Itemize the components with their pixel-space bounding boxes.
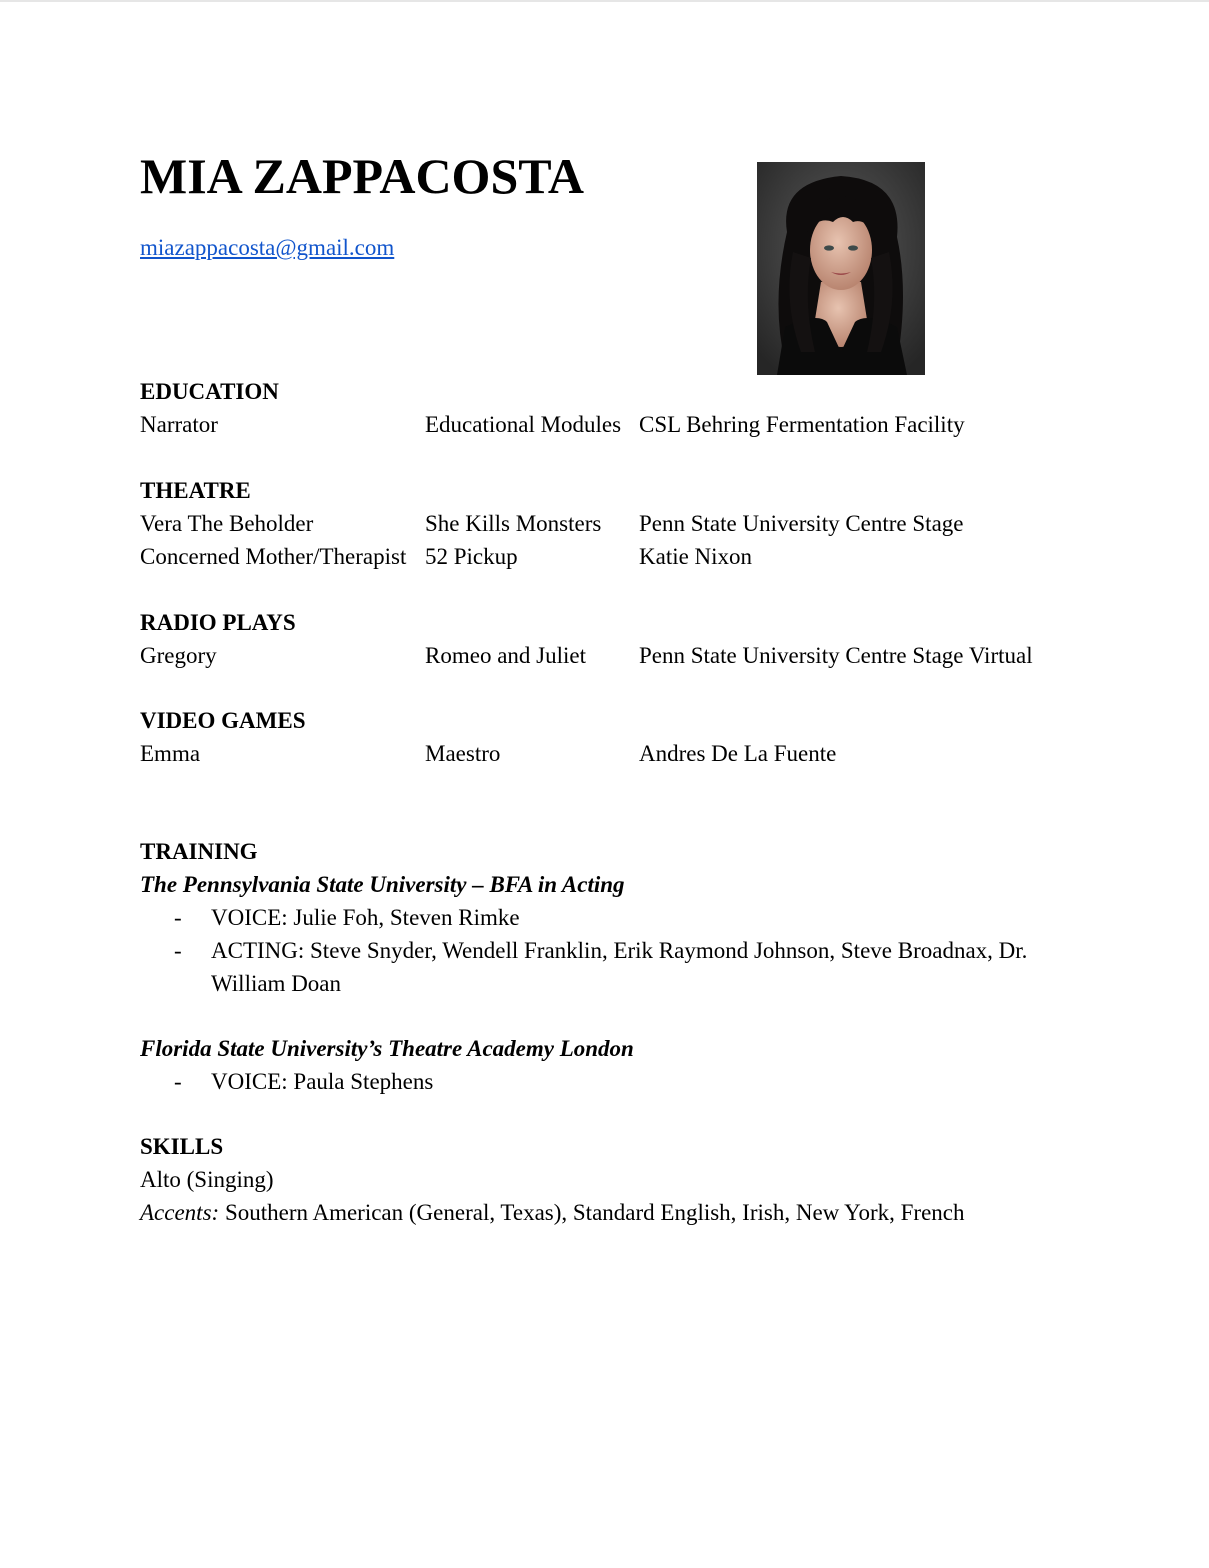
section-title-skills: SKILLS: [140, 1134, 224, 1159]
training-item-text: ACTING: Steve Snyder, Wendell Franklin, Erik Raymond Johnson, Steve Broadnax, Dr. William Doan: [211, 938, 1028, 996]
credit-row: [140, 509, 1120, 539]
training-school: Florida State University’s Theatre Academy London: [140, 1036, 634, 1061]
credit-role: Concerned Mother/Therapist: [140, 544, 407, 569]
skill-accents: [140, 1198, 965, 1228]
page-top-border: [0, 0, 1209, 2]
credit-production: 52 Pickup: [425, 544, 518, 569]
bullet-dash: -: [174, 905, 182, 930]
training-item-text: VOICE: Paula Stephens: [211, 1069, 434, 1094]
credit-production: She Kills Monsters: [425, 511, 602, 536]
credit-production: Maestro: [425, 741, 501, 766]
section-title-radio-plays: RADIO PLAYS: [140, 610, 296, 635]
credit-production: Educational Modules: [425, 412, 622, 437]
section-title-training: TRAINING: [140, 839, 258, 864]
training-school: The Pennsylvania State University – BFA in Acting: [140, 872, 625, 897]
accents-label: Accents:: [140, 1200, 220, 1225]
credit-company: Andres De La Fuente: [639, 741, 837, 766]
accents-value: Southern American (General, Texas), Standard English, Irish, New York, French: [219, 1200, 965, 1225]
section-title-education: EDUCATION: [140, 379, 279, 404]
credit-row: [140, 641, 1120, 671]
section-title-video-games: VIDEO GAMES: [140, 708, 306, 733]
credit-row: [140, 739, 1120, 769]
credit-role: Vera The Beholder: [140, 511, 314, 536]
headshot-photo: [757, 162, 925, 375]
credit-company: Katie Nixon: [639, 544, 753, 569]
credit-company: Penn State University Centre Stage: [639, 511, 964, 536]
credit-company: Penn State University Centre Stage Virtual: [639, 643, 1033, 668]
credit-role: Gregory: [140, 643, 217, 668]
credit-row: [140, 410, 1120, 440]
credit-production: Romeo and Juliet: [425, 643, 586, 668]
section-title-theatre: THEATRE: [140, 478, 251, 503]
credit-role: Narrator: [140, 412, 218, 437]
bullet-dash: -: [174, 1069, 182, 1094]
email-link[interactable]: miazappacosta@gmail.com: [140, 235, 395, 260]
actor-name: MIA ZAPPACOSTA: [140, 148, 584, 204]
credit-company: CSL Behring Fermentation Facility: [639, 412, 965, 437]
training-item-text: VOICE: Julie Foh, Steven Rimke: [211, 905, 520, 930]
credit-row: [140, 542, 1120, 572]
credit-role: Emma: [140, 741, 201, 766]
bullet-dash: -: [174, 938, 182, 963]
skill-singing: Alto (Singing): [140, 1167, 274, 1192]
